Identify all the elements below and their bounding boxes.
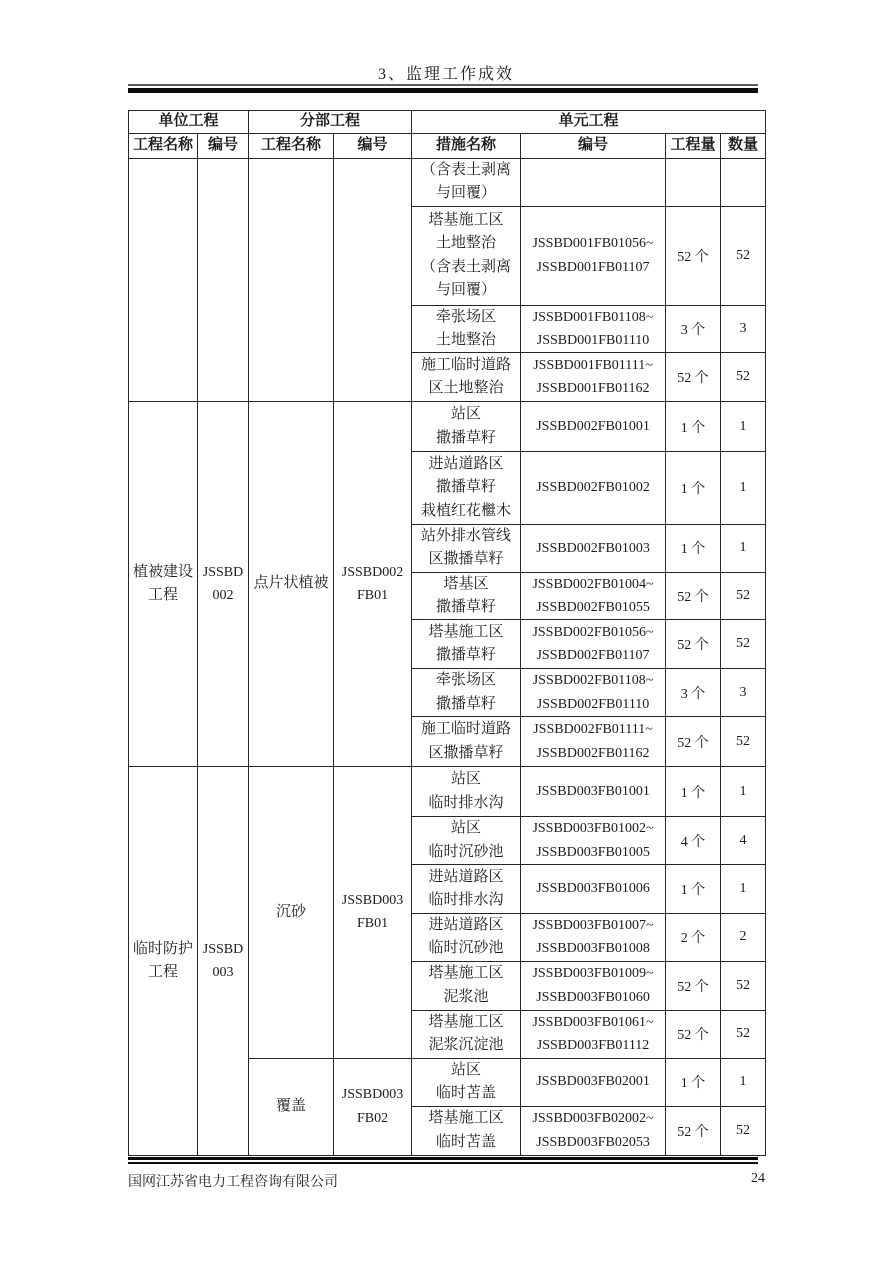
quantity-cell: 52 个 bbox=[666, 1010, 721, 1058]
division-code-cell: JSSBD003 FB02 bbox=[334, 1058, 412, 1155]
project-code-cell: JSSBD 002 bbox=[198, 402, 249, 767]
quantity-cell: 1 个 bbox=[666, 452, 721, 525]
measure-name-cell: 站区 临时沉砂池 bbox=[412, 817, 521, 865]
column-header-measure-code: 编号 bbox=[521, 134, 666, 159]
measure-name-cell: 进站道路区 撒播草籽 栽植红花檵木 bbox=[412, 452, 521, 525]
page-footer bbox=[128, 1171, 765, 1191]
measure-code-cell: JSSBD003FB02002~ JSSBD003FB02053 bbox=[521, 1106, 666, 1155]
measure-name-cell: 站区 临时苫盖 bbox=[412, 1058, 521, 1106]
measure-name-cell: 站区 临时排水沟 bbox=[412, 767, 521, 817]
measure-code-cell: JSSBD002FB01001 bbox=[521, 402, 666, 452]
count-cell: 3 bbox=[721, 669, 766, 717]
project-code-cell bbox=[198, 159, 249, 402]
count-cell: 52 bbox=[721, 620, 766, 669]
division-name-cell bbox=[249, 159, 334, 402]
footer-company-name: 国网江苏省电力工程咨询有限公司 bbox=[128, 1175, 338, 1190]
footer-rule-top-line bbox=[128, 1157, 758, 1160]
measure-code-cell: JSSBD001FB01108~ JSSBD001FB01110 bbox=[521, 305, 666, 353]
measure-name-cell: 进站道路区 临时排水沟 bbox=[412, 865, 521, 914]
measure-code-cell bbox=[521, 159, 666, 207]
count-cell: 52 bbox=[721, 961, 766, 1010]
quantity-cell: 3 个 bbox=[666, 305, 721, 353]
group-header-unit-project: 单位工程 bbox=[129, 111, 249, 134]
measure-code-cell: JSSBD001FB01056~ JSSBD001FB01107 bbox=[521, 206, 666, 305]
table-row bbox=[129, 159, 766, 207]
count-cell: 1 bbox=[721, 1058, 766, 1106]
project-name-cell bbox=[129, 159, 198, 402]
quantity-cell: 1 个 bbox=[666, 525, 721, 573]
count-cell: 4 bbox=[721, 817, 766, 865]
column-header-unit-project-code: 编号 bbox=[198, 134, 249, 159]
count-cell: 52 bbox=[721, 1010, 766, 1058]
header-rule bbox=[128, 84, 758, 93]
group-header-element-project: 单元工程 bbox=[412, 111, 766, 134]
measure-name-cell: 施工临时道路 区土地整治 bbox=[412, 353, 521, 402]
page-title: 3、监理工作成效 bbox=[377, 66, 514, 83]
division-code-cell bbox=[334, 159, 412, 402]
footer-rule bbox=[128, 1157, 758, 1164]
column-header-division-name: 工程名称 bbox=[249, 134, 334, 159]
count-cell: 1 bbox=[721, 865, 766, 914]
count-cell bbox=[721, 159, 766, 207]
measure-name-cell: 塔基施工区 撒播草籽 bbox=[412, 620, 521, 669]
measure-name-cell: （含表土剥离 与回覆） bbox=[412, 159, 521, 207]
table-group-header-row bbox=[129, 111, 766, 134]
footer-page-number: 24 bbox=[751, 1171, 765, 1186]
division-name-cell: 覆盖 bbox=[249, 1058, 334, 1155]
measure-code-cell: JSSBD002FB01111~ JSSBD002FB01162 bbox=[521, 717, 666, 767]
quantity-cell: 4 个 bbox=[666, 817, 721, 865]
measure-name-cell: 牵张场区 土地整治 bbox=[412, 305, 521, 353]
quantity-cell: 52 个 bbox=[666, 620, 721, 669]
count-cell: 2 bbox=[721, 914, 766, 962]
measure-code-cell: JSSBD003FB01009~ JSSBD003FB01060 bbox=[521, 961, 666, 1010]
measure-code-cell: JSSBD003FB02001 bbox=[521, 1058, 666, 1106]
count-cell: 1 bbox=[721, 767, 766, 817]
header-rule-thin-line bbox=[128, 84, 758, 86]
measure-name-cell: 施工临时道路 区撒播草籽 bbox=[412, 717, 521, 767]
column-header-quantity: 工程量 bbox=[666, 134, 721, 159]
measure-name-cell: 进站道路区 临时沉砂池 bbox=[412, 914, 521, 962]
project-name-cell: 临时防护 工程 bbox=[129, 767, 198, 1156]
quantity-cell: 52 个 bbox=[666, 961, 721, 1010]
measure-code-cell: JSSBD002FB01003 bbox=[521, 525, 666, 573]
division-code-cell: JSSBD003 FB01 bbox=[334, 767, 412, 1059]
quantity-cell: 52 个 bbox=[666, 717, 721, 767]
measure-code-cell: JSSBD002FB01002 bbox=[521, 452, 666, 525]
measure-name-cell: 塔基施工区 土地整治 （含表土剥离 与回覆） bbox=[412, 206, 521, 305]
footer-rule-bottom-line bbox=[128, 1162, 758, 1164]
quantity-cell: 52 个 bbox=[666, 353, 721, 402]
column-header-measure-name: 措施名称 bbox=[412, 134, 521, 159]
quantity-cell: 1 个 bbox=[666, 1058, 721, 1106]
column-header-unit-project-name: 工程名称 bbox=[129, 134, 198, 159]
measure-code-cell: JSSBD001FB01111~ JSSBD001FB01162 bbox=[521, 353, 666, 402]
quantity-cell: 2 个 bbox=[666, 914, 721, 962]
quantity-cell bbox=[666, 159, 721, 207]
measure-name-cell: 站外排水管线 区撒播草籽 bbox=[412, 525, 521, 573]
measure-code-cell: JSSBD002FB01004~ JSSBD002FB01055 bbox=[521, 572, 666, 620]
column-header-division-code: 编号 bbox=[334, 134, 412, 159]
quantity-cell: 1 个 bbox=[666, 767, 721, 817]
measure-code-cell: JSSBD003FB01006 bbox=[521, 865, 666, 914]
quantity-cell: 52 个 bbox=[666, 572, 721, 620]
quantity-cell: 3 个 bbox=[666, 669, 721, 717]
quantity-cell: 52 个 bbox=[666, 1106, 721, 1155]
count-cell: 3 bbox=[721, 305, 766, 353]
measure-name-cell: 塔基区 撒播草籽 bbox=[412, 572, 521, 620]
division-name-cell: 点片状植被 bbox=[249, 402, 334, 767]
quantity-cell: 1 个 bbox=[666, 865, 721, 914]
measure-code-cell: JSSBD002FB01056~ JSSBD002FB01107 bbox=[521, 620, 666, 669]
measure-code-cell: JSSBD003FB01001 bbox=[521, 767, 666, 817]
project-code-cell: JSSBD 003 bbox=[198, 767, 249, 1156]
division-code-cell: JSSBD002 FB01 bbox=[334, 402, 412, 767]
count-cell: 1 bbox=[721, 525, 766, 573]
group-header-division-project: 分部工程 bbox=[249, 111, 412, 134]
measure-code-cell: JSSBD003FB01061~ JSSBD003FB01112 bbox=[521, 1010, 666, 1058]
count-cell: 52 bbox=[721, 353, 766, 402]
header-rule-thick-line bbox=[128, 88, 758, 93]
measure-code-cell: JSSBD003FB01007~ JSSBD003FB01008 bbox=[521, 914, 666, 962]
count-cell: 52 bbox=[721, 206, 766, 305]
table-row bbox=[129, 767, 766, 817]
measure-name-cell: 塔基施工区 泥浆池 bbox=[412, 961, 521, 1010]
measure-name-cell: 站区 撒播草籽 bbox=[412, 402, 521, 452]
supervision-results-table bbox=[128, 110, 766, 1156]
measure-code-cell: JSSBD002FB01108~ JSSBD002FB01110 bbox=[521, 669, 666, 717]
quantity-cell: 52 个 bbox=[666, 206, 721, 305]
count-cell: 52 bbox=[721, 572, 766, 620]
quantity-cell: 1 个 bbox=[666, 402, 721, 452]
count-cell: 52 bbox=[721, 717, 766, 767]
column-header-count: 数量 bbox=[721, 134, 766, 159]
count-cell: 52 bbox=[721, 1106, 766, 1155]
table-column-header-row bbox=[129, 134, 766, 159]
measure-name-cell: 牵张场区 撒播草籽 bbox=[412, 669, 521, 717]
table-row bbox=[129, 402, 766, 452]
project-name-cell: 植被建设 工程 bbox=[129, 402, 198, 767]
count-cell: 1 bbox=[721, 452, 766, 525]
measure-code-cell: JSSBD003FB01002~ JSSBD003FB01005 bbox=[521, 817, 666, 865]
count-cell: 1 bbox=[721, 402, 766, 452]
measure-name-cell: 塔基施工区 临时苫盖 bbox=[412, 1106, 521, 1155]
division-name-cell: 沉砂 bbox=[249, 767, 334, 1059]
measure-name-cell: 塔基施工区 泥浆沉淀池 bbox=[412, 1010, 521, 1058]
